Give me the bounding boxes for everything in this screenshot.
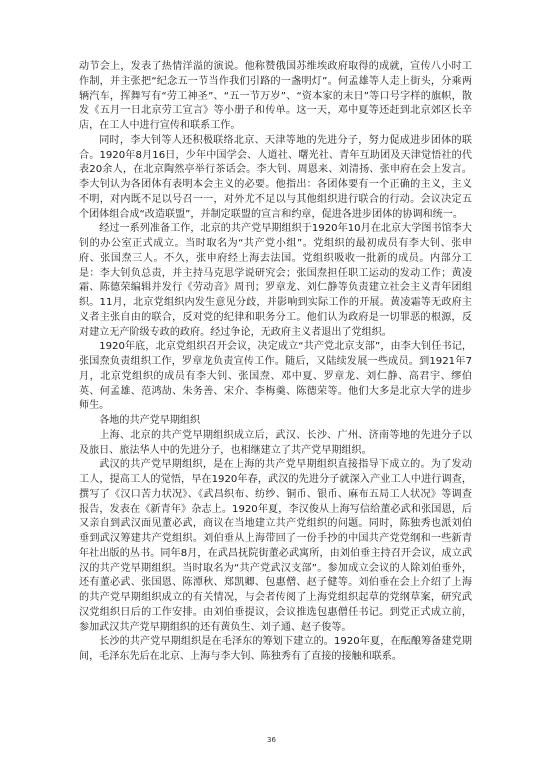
paragraph-continuation: 动节会上，发表了热情洋溢的演说。他称赞俄国苏维埃政府取得的成就，宣传八小时工作制，并主张把“纪念五一节当作我们引路的一盏明灯”。何孟雄等人走上街头，分乘两辆汽车，挥舞写有“劳工神圣”、“五一节万岁”、“资本家的末日”等口号字样的旗帜，散发《五月一日北京劳工宣言》等小册子和传单。这一天，邓中夏等还赶到北京郊区长辛店，在工人中进行宣传和联系工作。 bbox=[79, 61, 472, 131]
paragraph-beijing-founding: 经过一系列准备工作，北京的共产党早期组织于1920年10月在北京大学图书馆李大钊的办公室正式成立。当时取名为“共产党小组”。党组织的最初成员有李大钊、张申府、张国焘三人。不久，张申府经上海去法国。党组织吸收一批新的成员。内部分工是：李大钊负总责，并主持马克思学说研究会；张国焘担任职工运动的发动工作；黄凌霜、陈德荣编辑并发行《劳动音》周刊；罗章龙、刘仁静等负责建立社会主义青年团组织。11月，北京党组织内发生意见分歧，并影响到实际工作的开展。黄凌霜等无政府主义者主张自由的联合，反对党的纪律和职务分工。他们认为政府是一切罪恶的根源，反对建立无产阶级专政的政府。经过争论，无政府主义者退出了党组织。 bbox=[79, 223, 472, 338]
paragraph-regional-overview: 上海、北京的共产党早期组织成立后，武汉、长沙、广州、济南等地的先进分子以及旅日、旅法华人中的先进分子，也相继建立了共产党早期组织。 bbox=[79, 429, 472, 456]
paragraph-changsha: 长沙的共产党早期组织是在毛泽东的筹划下建立的。1920年夏，在酝酿筹备建党期间，毛泽东先后在北京、上海与李大钊、陈独秀有了直接的接触和联系。 bbox=[79, 636, 472, 662]
paragraph-progressive-alliance: 同时，李大钊等人还积极联络北京、天津等地的先进分子，努力促成进步团体的联合。1920年8月16日，少年中国学会、人道社、曙光社、青年互助团及天津觉悟社的代表20余人，在北京陶然亭举行茶话会。李大钊、周恩来、刘清扬、张申府在会上发言。李大钊认为各团体有表明本会主义的必要。他指出：各团体要有一个正确的主义，主义不明，对内既不足以号召一一，对外尤不足以与其他组织进行联合的行动。会议决定五个团体组合成“改造联盟”，并制定联盟的宣言和约章，促进各进步团体的协调和统一。 bbox=[79, 134, 472, 220]
paragraph-beijing-branch: 1920年底，北京党组织召开会议，决定成立“共产党北京支部”，由李大钊任书记，张国焘负责组织工作，罗章龙负责宣传工作。随后，又陆续发展一些成员。到1921年7月，北京党组织的成员有李大钊、张国焘、邓中夏、罗章龙、刘仁静、高君宇、缪伯英、何孟雄、范鸿劼、朱务善、宋介、李梅羹、陈德荣等。他们大多是北京大学的进步师生。 bbox=[79, 341, 472, 412]
section-heading: 各地的共产党早期组织 bbox=[99, 415, 201, 426]
body-text bbox=[79, 60, 472, 665]
page-number: 36 bbox=[267, 736, 276, 744]
paragraph-wuhan: 武汉的共产党早期组织，是在上海的共产党早期组织直接指导下成立的。为了发动工人，提高工人的觉悟，早在1920年春，武汉的先进分子就深入产业工人中进行调查，撰写了《汉口苦力状况》、《武昌织布、纺纱、铜币、银币、麻布五局工人状况》等调查报告，发表在《新青年》杂志上。1920年夏，李汉俊从上海写信给董必武和张国恩，后又亲自到武汉面见董必武，商议在当地建立共产党组织的问题。同时，陈独秀也派刘伯垂到武汉筹建共产党组织。刘伯垂从上海带回了一份手抄的中国共产党党纲和一些新青年社出版的丛书。同年8月，在武昌抚院街董必武寓所，由刘伯垂主持召开会议，成立武汉的共产党早期组织。当时取名为“共产党武汉支部”。参加成立会议的人除刘伯垂外，还有董必武、张国恩、陈潭秋、郑凯卿、包惠僧、赵子健等。刘伯垂在会上介绍了上海的共产党早期组织成立的有关情况，与会者传阅了上海党组织起草的党纲草案，研究武汉党组织日后的工作安排。由刘伯垂提议，会议推选包惠僧任书记。到党正式成立前，参加武汉共产党早期组织的还有黄负生、刘子通、赵子俊等。 bbox=[79, 459, 472, 633]
